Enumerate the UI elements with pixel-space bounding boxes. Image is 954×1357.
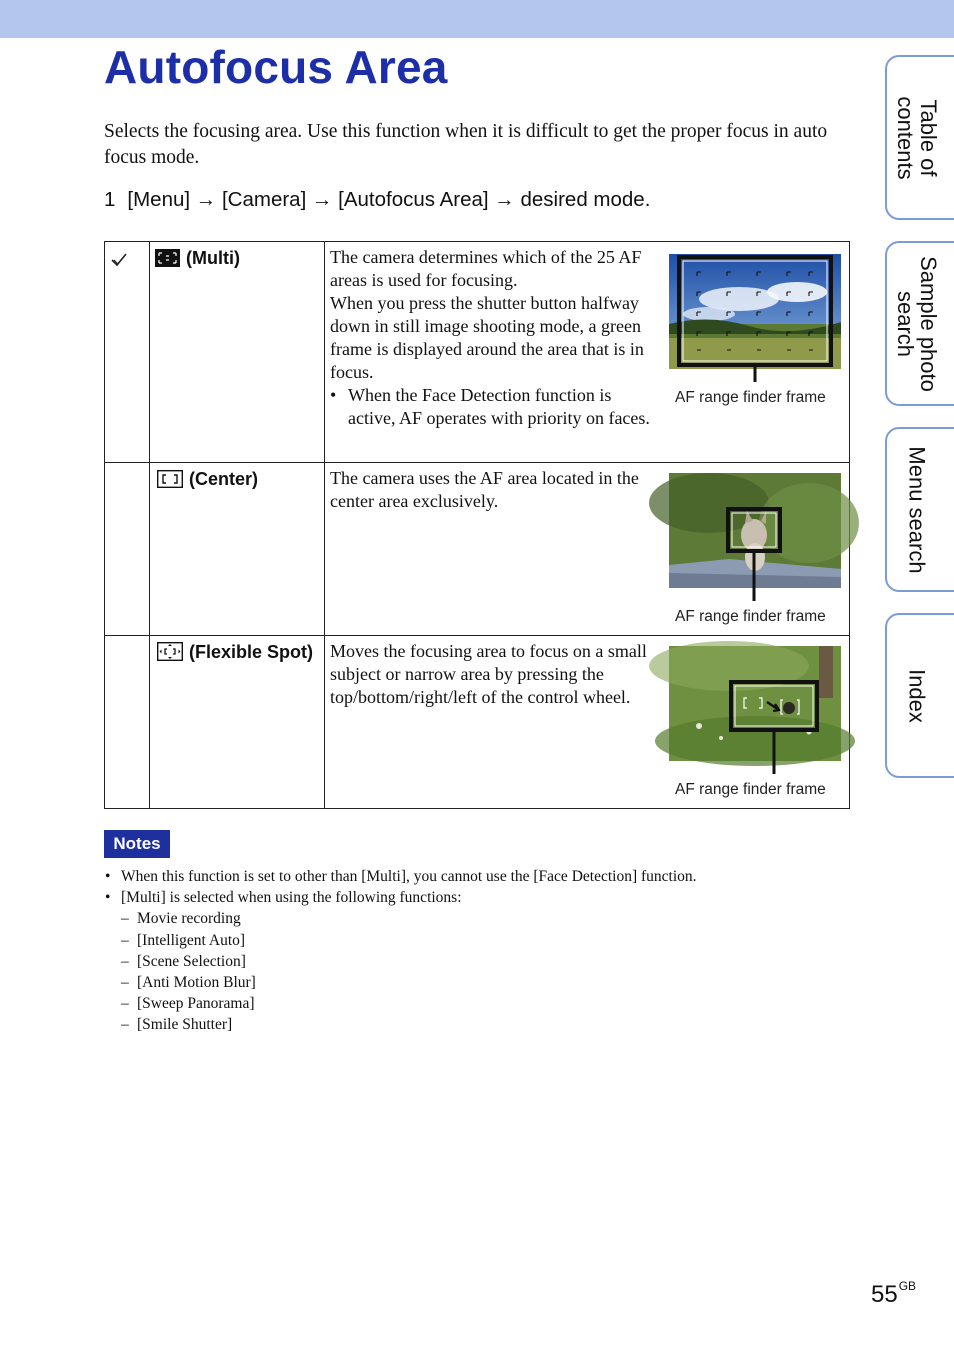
- default-cell: [105, 242, 150, 463]
- list-subitem: – [Intelligent Auto]: [121, 930, 864, 951]
- notes-sublist: [121, 908, 864, 1035]
- page-number: [871, 1279, 916, 1309]
- list-subitem: – Movie recording: [121, 908, 864, 929]
- center-example-photo: [669, 473, 841, 603]
- description-cell: [325, 636, 850, 809]
- mode-cell: [150, 636, 325, 809]
- step-text: [Menu] → [Camera] → [Autofocus Area] → desired mode.: [127, 188, 651, 211]
- list-subitem: – [Scene Selection]: [121, 951, 864, 972]
- page-region-code: GB: [898, 1279, 917, 1293]
- multi-af-icon: [155, 249, 180, 267]
- tab-table-of-contents[interactable]: [885, 55, 954, 220]
- figure-caption: AF range finder frame: [675, 781, 826, 798]
- list-subitem: – [Smile Shutter]: [121, 1014, 864, 1035]
- description-line: Moves the focusing area to focus on a small subject or narrow area by pressing the top/bottom/right/left of the control wheel.: [330, 641, 647, 707]
- center-af-icon: [157, 470, 183, 488]
- table-row: [105, 242, 850, 463]
- tab-label: Sample photo search: [893, 255, 941, 392]
- list-item: [104, 887, 864, 1035]
- mode-table: [104, 241, 850, 809]
- description-cell: [325, 463, 850, 636]
- description-bullet: • When the Face Detection function is active, AF operates with priority on faces.: [348, 384, 650, 430]
- description-line: The camera uses the AF area located in the center area exclusively.: [330, 468, 639, 511]
- flexible-spot-af-icon: [157, 642, 183, 661]
- description-line: The camera determines which of the 25 AF areas is used for focusing.: [330, 247, 642, 290]
- intro-text: Selects the focusing area. Use this function when it is difficult to get the proper focus in auto focus mode.: [104, 121, 828, 168]
- mode-name: (Multi): [186, 248, 240, 268]
- mode-cell: [150, 242, 325, 463]
- list-item-text: [Multi] is selected when using the following functions:: [121, 889, 462, 907]
- tab-label: Menu search: [904, 445, 930, 574]
- notes-list: [104, 866, 864, 1036]
- mode-name: (Center): [189, 469, 259, 489]
- step-instruction: [104, 188, 650, 212]
- list-subitem: – [Sweep Panorama]: [121, 993, 864, 1014]
- table-row: [105, 463, 850, 636]
- mode-name: (Flexible Spot): [189, 642, 314, 662]
- figure-caption: AF range finder frame: [675, 608, 826, 625]
- tab-sample-photo-search[interactable]: [885, 241, 954, 406]
- checkmark-icon: [110, 251, 130, 269]
- page-number-value: 55: [871, 1281, 898, 1308]
- page-title: Autofocus Area: [104, 41, 448, 93]
- list-item: • When this function is set to other than [Multi], you cannot use the [Face Detection] function.: [104, 866, 864, 887]
- list-subitem: – [Anti Motion Blur]: [121, 972, 864, 993]
- notes-label: Notes: [104, 830, 170, 858]
- tab-label: Table of contents: [893, 95, 941, 180]
- flexible-spot-example-photo: [669, 646, 841, 776]
- figure-caption: AF range finder frame: [675, 389, 826, 406]
- default-cell: [105, 463, 150, 636]
- mode-cell: [150, 463, 325, 636]
- tab-index[interactable]: [885, 613, 954, 778]
- description-line: When you press the shutter button halfway down in still image shooting mode, a green frame is displayed around the area that is in focus.: [330, 293, 644, 382]
- step-number: 1: [104, 188, 116, 211]
- multi-example-photo: [669, 254, 841, 384]
- header-bar: [0, 0, 954, 38]
- default-cell: [105, 636, 150, 809]
- description-cell: [325, 242, 850, 463]
- tab-menu-search[interactable]: [885, 427, 954, 592]
- table-row: [105, 636, 850, 809]
- tab-label: Index: [904, 668, 930, 723]
